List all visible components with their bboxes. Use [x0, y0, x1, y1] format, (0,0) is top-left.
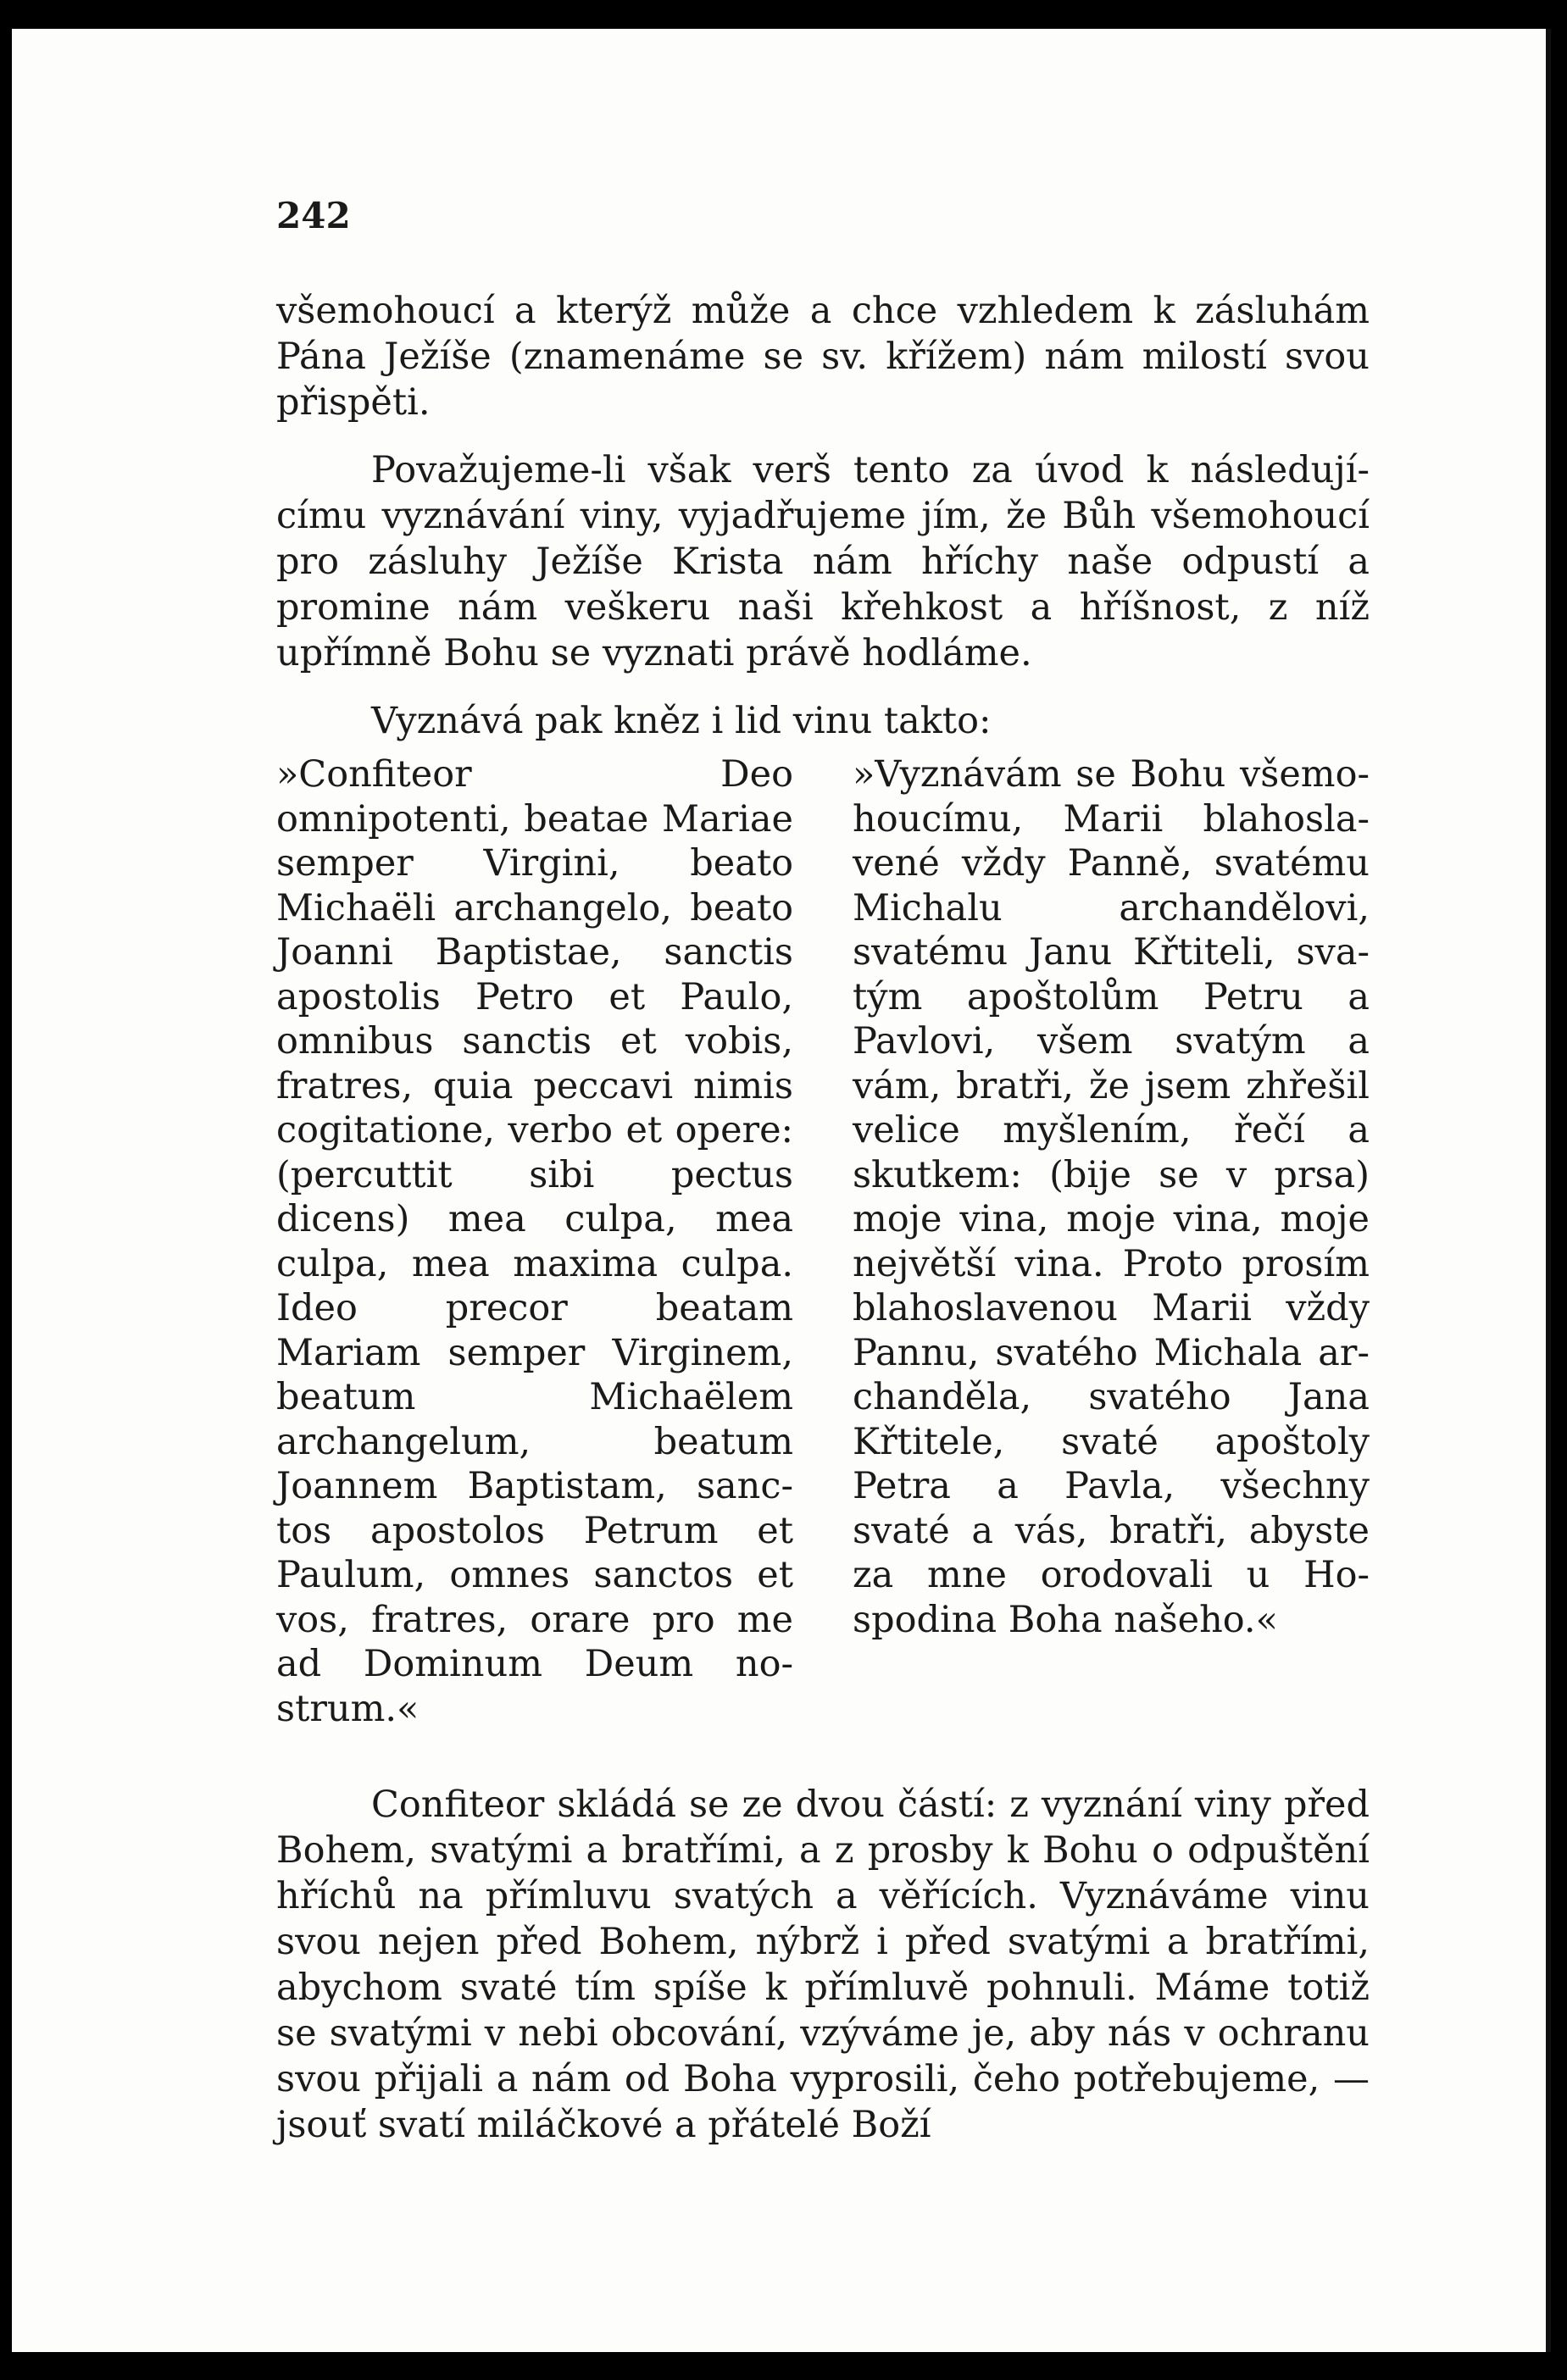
paragraph-interpretation: Považujeme-li však verš tento za úvod k následujícímu vyznávání viny, vyjadřujeme jím, že Bůh všemohoucí pro zásluhy Ježíše Krista nám hříchy naše odpustí a promine nám veškeru naši křehkost a hříšnost, z níž upřímně Bohu se vyznati právě hodláme.	[276, 449, 1370, 674]
page-edge-shadow	[1546, 29, 1551, 2352]
confiteor-latin: »Confiteor Deo omnipotenti, beatae Mariae semper Virgini, beato Michaëli archangelo, beato Joanni Baptistae, sanctis apostolis Petro et Paulo, omnibus sanctis et vobis, fratres, quia peccavi nimis cogitatione, verbo et opere: (percuttit sibi pectus dicens) mea culpa, mea culpa, mea maxima culpa. Ideo precor beatam Mariam semper Virginem, beatum Michaëlem archangelum, beatum Joannem Baptistam, sanctos apostolos Petrum et Paulum, omnes sanctos et vos, fratres, orare pro me ad Dominum Deum nostrum.«	[276, 753, 793, 1730]
confiteor-parallel-text	[276, 752, 1370, 1731]
confiteor-czech: »Vyznávám se Bohu všemohoucímu, Marii blahoslavené vždy Panně, svatému Michalu archandělovi, svatému Janu Křtiteli, svatým apoštolům Petru a Pavlovi, všem svatým a vám, bratři, že jsem zhřešil velice myšlením, řečí a skutkem: (bije se v prsa) moje vina, moje vina, moje největší vina. Proto prosím blahoslavenou Marii vždy Pannu, svatého Michala archanděla, svatého Jana Křtitele, svaté apoštoly Petra a Pavla, všechny svaté a vás, bratři, abyste za mne orodovali u Hospodina Boha našeho.«	[853, 753, 1370, 1641]
page-content	[276, 195, 1370, 2148]
confession-intro: Vyznává pak kněz i lid vinu takto:	[371, 700, 992, 742]
book-page	[12, 29, 1551, 2352]
page-number: 242	[276, 195, 351, 236]
paragraph-continuation: všemohoucí a kterýž může a chce vzhledem k zásluhám Pána Ježíše (znamenáme se sv. křížem) nám milostí svou přispěti.	[276, 290, 1370, 424]
paragraph-explanation: Confiteor skládá se ze dvou částí: z vyznání viny před Bohem, svatými a bratřími, a z prosby k Bohu o odpuštění hříchů na přímluvu svatých a věřících. Vyznáváme vinu svou nejen před Bohem, nýbrž i před svatými a bratřími, abychom svaté tím spíše k přímluvě pohnuli. Máme totiž se svatými v nebi obcování, vzýváme je, aby nás v ochranu svou přijali a nám od Boha vyprosili, čeho potřebujeme, — jsouť svatí miláčkové a přátelé Boží	[276, 1784, 1370, 2146]
